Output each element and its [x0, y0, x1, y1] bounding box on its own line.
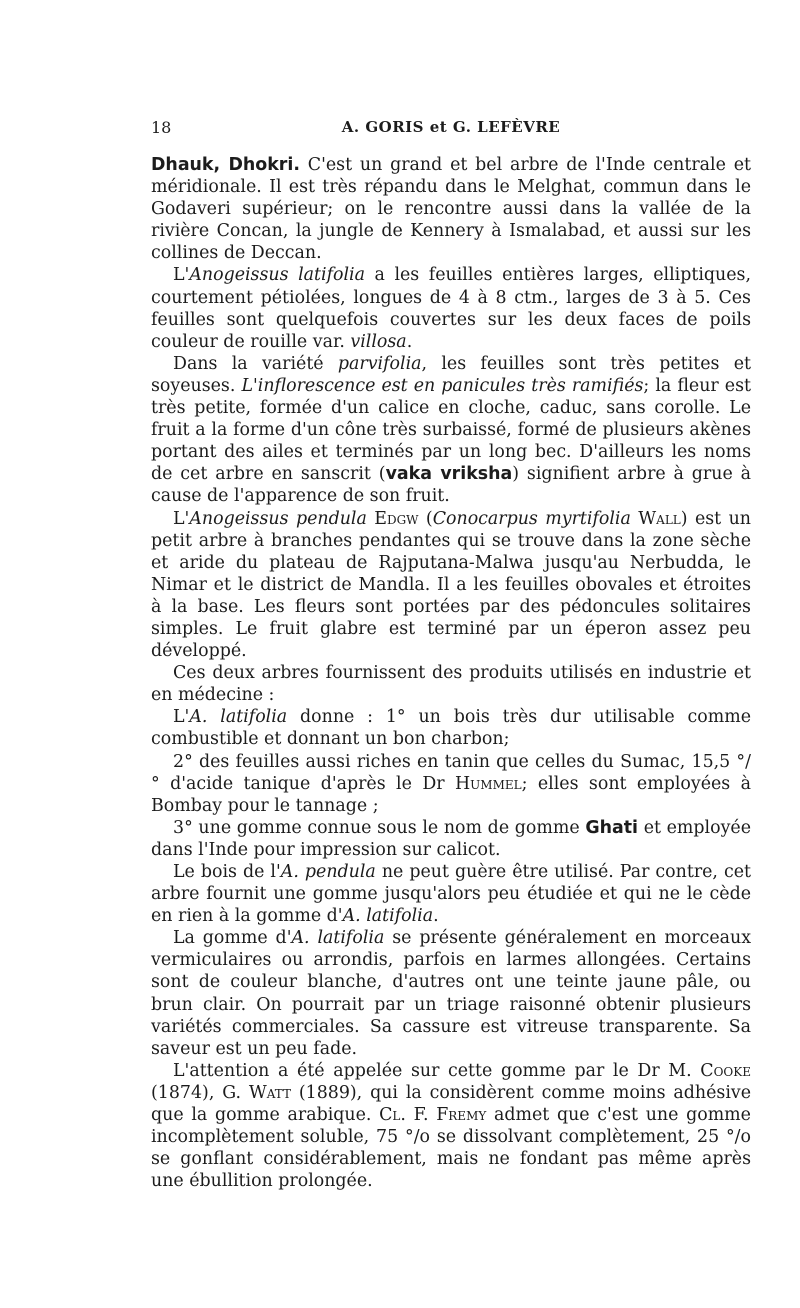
text-run: .: [433, 906, 439, 927]
paragraph: [151, 751, 751, 817]
text-run-smallcaps: Wall: [638, 508, 681, 529]
text-run-italic: L'inflorescence est en panicules très ramifiés: [241, 375, 644, 396]
text-run-italic: villosa: [350, 331, 407, 352]
text-run-smallcaps: Edgw: [374, 508, 419, 529]
text-run: .: [406, 331, 413, 352]
text-run: C'est un grand et bel arbre de l'Inde centrale et méridionale. Il est très répandu dans le Melghat, commun dans le Godaveri supérieur; on le rencontre aussi dans la vallée de la rivière Concan, la jungle de Kennery à Ismalabad, et aussi sur les collines de Deccan.: [151, 155, 751, 264]
text-run-bold: Ghati: [585, 817, 639, 838]
paragraph: [151, 353, 751, 508]
body-text: [151, 154, 751, 1192]
text-run-italic: Conocarpus myrtifolia: [432, 508, 631, 529]
text-run-italic: Anogeissus pendula: [189, 508, 367, 529]
text-run: L': [173, 265, 190, 286]
text-run-smallcaps: Watt: [248, 1082, 291, 1103]
text-run-smallcaps: Cl. F. Fremy: [379, 1105, 487, 1126]
page-header: [151, 118, 751, 140]
running-head: A. GORIS et G. LEFÈVRE: [341, 118, 561, 136]
text-run: Dans la variété: [173, 353, 338, 374]
text-run-bold: Dhauk, Dhokri.: [151, 155, 300, 175]
text-run: ; la fleur est très petite, formée d'un calice en cloche, caduc, sans corolle. Le fruit a la forme d'un cône très surbaissé, formé de plusieurs akènes portant des ailes et terminés par un long bec. D'ailleurs les noms de cet arbre en sanscrit (: [151, 375, 751, 485]
text-run: donne : 1° un bois très dur utilisable comme combustible et donnant un bon charbon;: [151, 707, 751, 750]
text-run: (1874), G.: [151, 1082, 249, 1103]
text-run-italic: parvifolia: [337, 353, 422, 374]
text-run-smallcaps: Cooke: [700, 1060, 751, 1081]
text-run: (1889), qui la considèrent comme moins adhésive que la gomme arabique.: [151, 1082, 752, 1126]
text-run: , les feuilles sont très petites et soyeuses.: [151, 353, 751, 396]
text-run-italic: A. pendula: [280, 862, 376, 882]
text-run-italic: A. latifolia: [342, 906, 434, 927]
paragraph: [151, 1060, 751, 1193]
text-run: ; elles sont employées à Bombay pour le tannage ;: [151, 773, 751, 816]
text-run: a les feuilles entières larges, elliptiques, courtement pétiolées, longues de 4 à 8 ctm., larges de 3 à 5. Ces feuilles sont quelquefois couvertes sur les deux faces de poils couleur de rouille var.: [151, 265, 751, 352]
paragraph: [151, 927, 751, 1060]
text-run-italic: Anogeissus latifolia: [189, 265, 365, 286]
text-run-smallcaps: Hummel: [455, 773, 522, 794]
text-run: admet que c'est une gomme incomplètement soluble, 75 °/o se dissolvant complètement, 25 °/o se gonflant considérablement, mais ne fondant pas même après une ébullition prolongée.: [151, 1105, 751, 1192]
text-run: L': [173, 707, 190, 728]
paragraph: [151, 154, 751, 264]
paragraph: [151, 508, 751, 663]
text-run: Le bois de l': [173, 862, 281, 882]
text-run-italic: A. latifolia: [189, 707, 288, 728]
text-run: 2° des feuilles aussi riches en tanin que celles du Sumac, 15,5 °/° d'acide tanique d'après le Dr: [151, 751, 751, 794]
text-run: L'attention a été appelée sur cette gomme par le Dr M.: [173, 1060, 701, 1081]
paragraph: [151, 662, 751, 706]
paragraph: [151, 264, 751, 352]
text-run-bold: vaka vriksha: [385, 464, 513, 485]
text-run: 3° une gomme connue sous le nom de gomme: [173, 817, 586, 838]
text-run: (: [418, 508, 433, 529]
text-run: ) est un petit arbre à branches pendantes qui se trouve dans la zone sèche et aride du plateau de Rajputana-Malwa jusqu'au Nerbudda, le Nimar et le district de Mandla. Il a les feuilles obovales et étroites à la base. Les fleurs sont portées par des pédoncules solitaires simples. Le fruit glabre est terminé par un éperon assez peu développé.: [151, 508, 751, 662]
text-run: Ces deux arbres fournissent des produits utilisés en industrie et en médecine :: [151, 663, 751, 706]
text-run-italic: A. latifolia: [291, 928, 385, 949]
paragraph: [151, 861, 751, 927]
paragraph: [151, 706, 751, 750]
text-run: ) signifient arbre à grue à cause de l'apparence de son fruit.: [151, 464, 751, 507]
text-run: ne peut guère être utilisé. Par contre, cet arbre fournit une gomme jusqu'alors peu étudiée et qui ne le cède en rien à la gomme d': [151, 862, 752, 927]
text-run: et employée dans l'Inde pour impression sur calicot.: [151, 817, 751, 860]
page-number: 18: [151, 118, 172, 137]
text-run: L': [173, 508, 190, 529]
text-run: La gomme d': [173, 928, 292, 949]
text-run: se présente généralement en morceaux vermiculaires ou arrondis, parfois en larmes allongées. Certains sont de couleur blanche, d'autres ont une teinte jaune pâle, ou brun clair. On pourrait par un triage raisonné obtenir plusieurs variétés commerciales. Sa cassure est vitreuse transparente. Sa saveur est un peu fade.: [151, 928, 752, 1059]
paragraph: [151, 817, 751, 861]
